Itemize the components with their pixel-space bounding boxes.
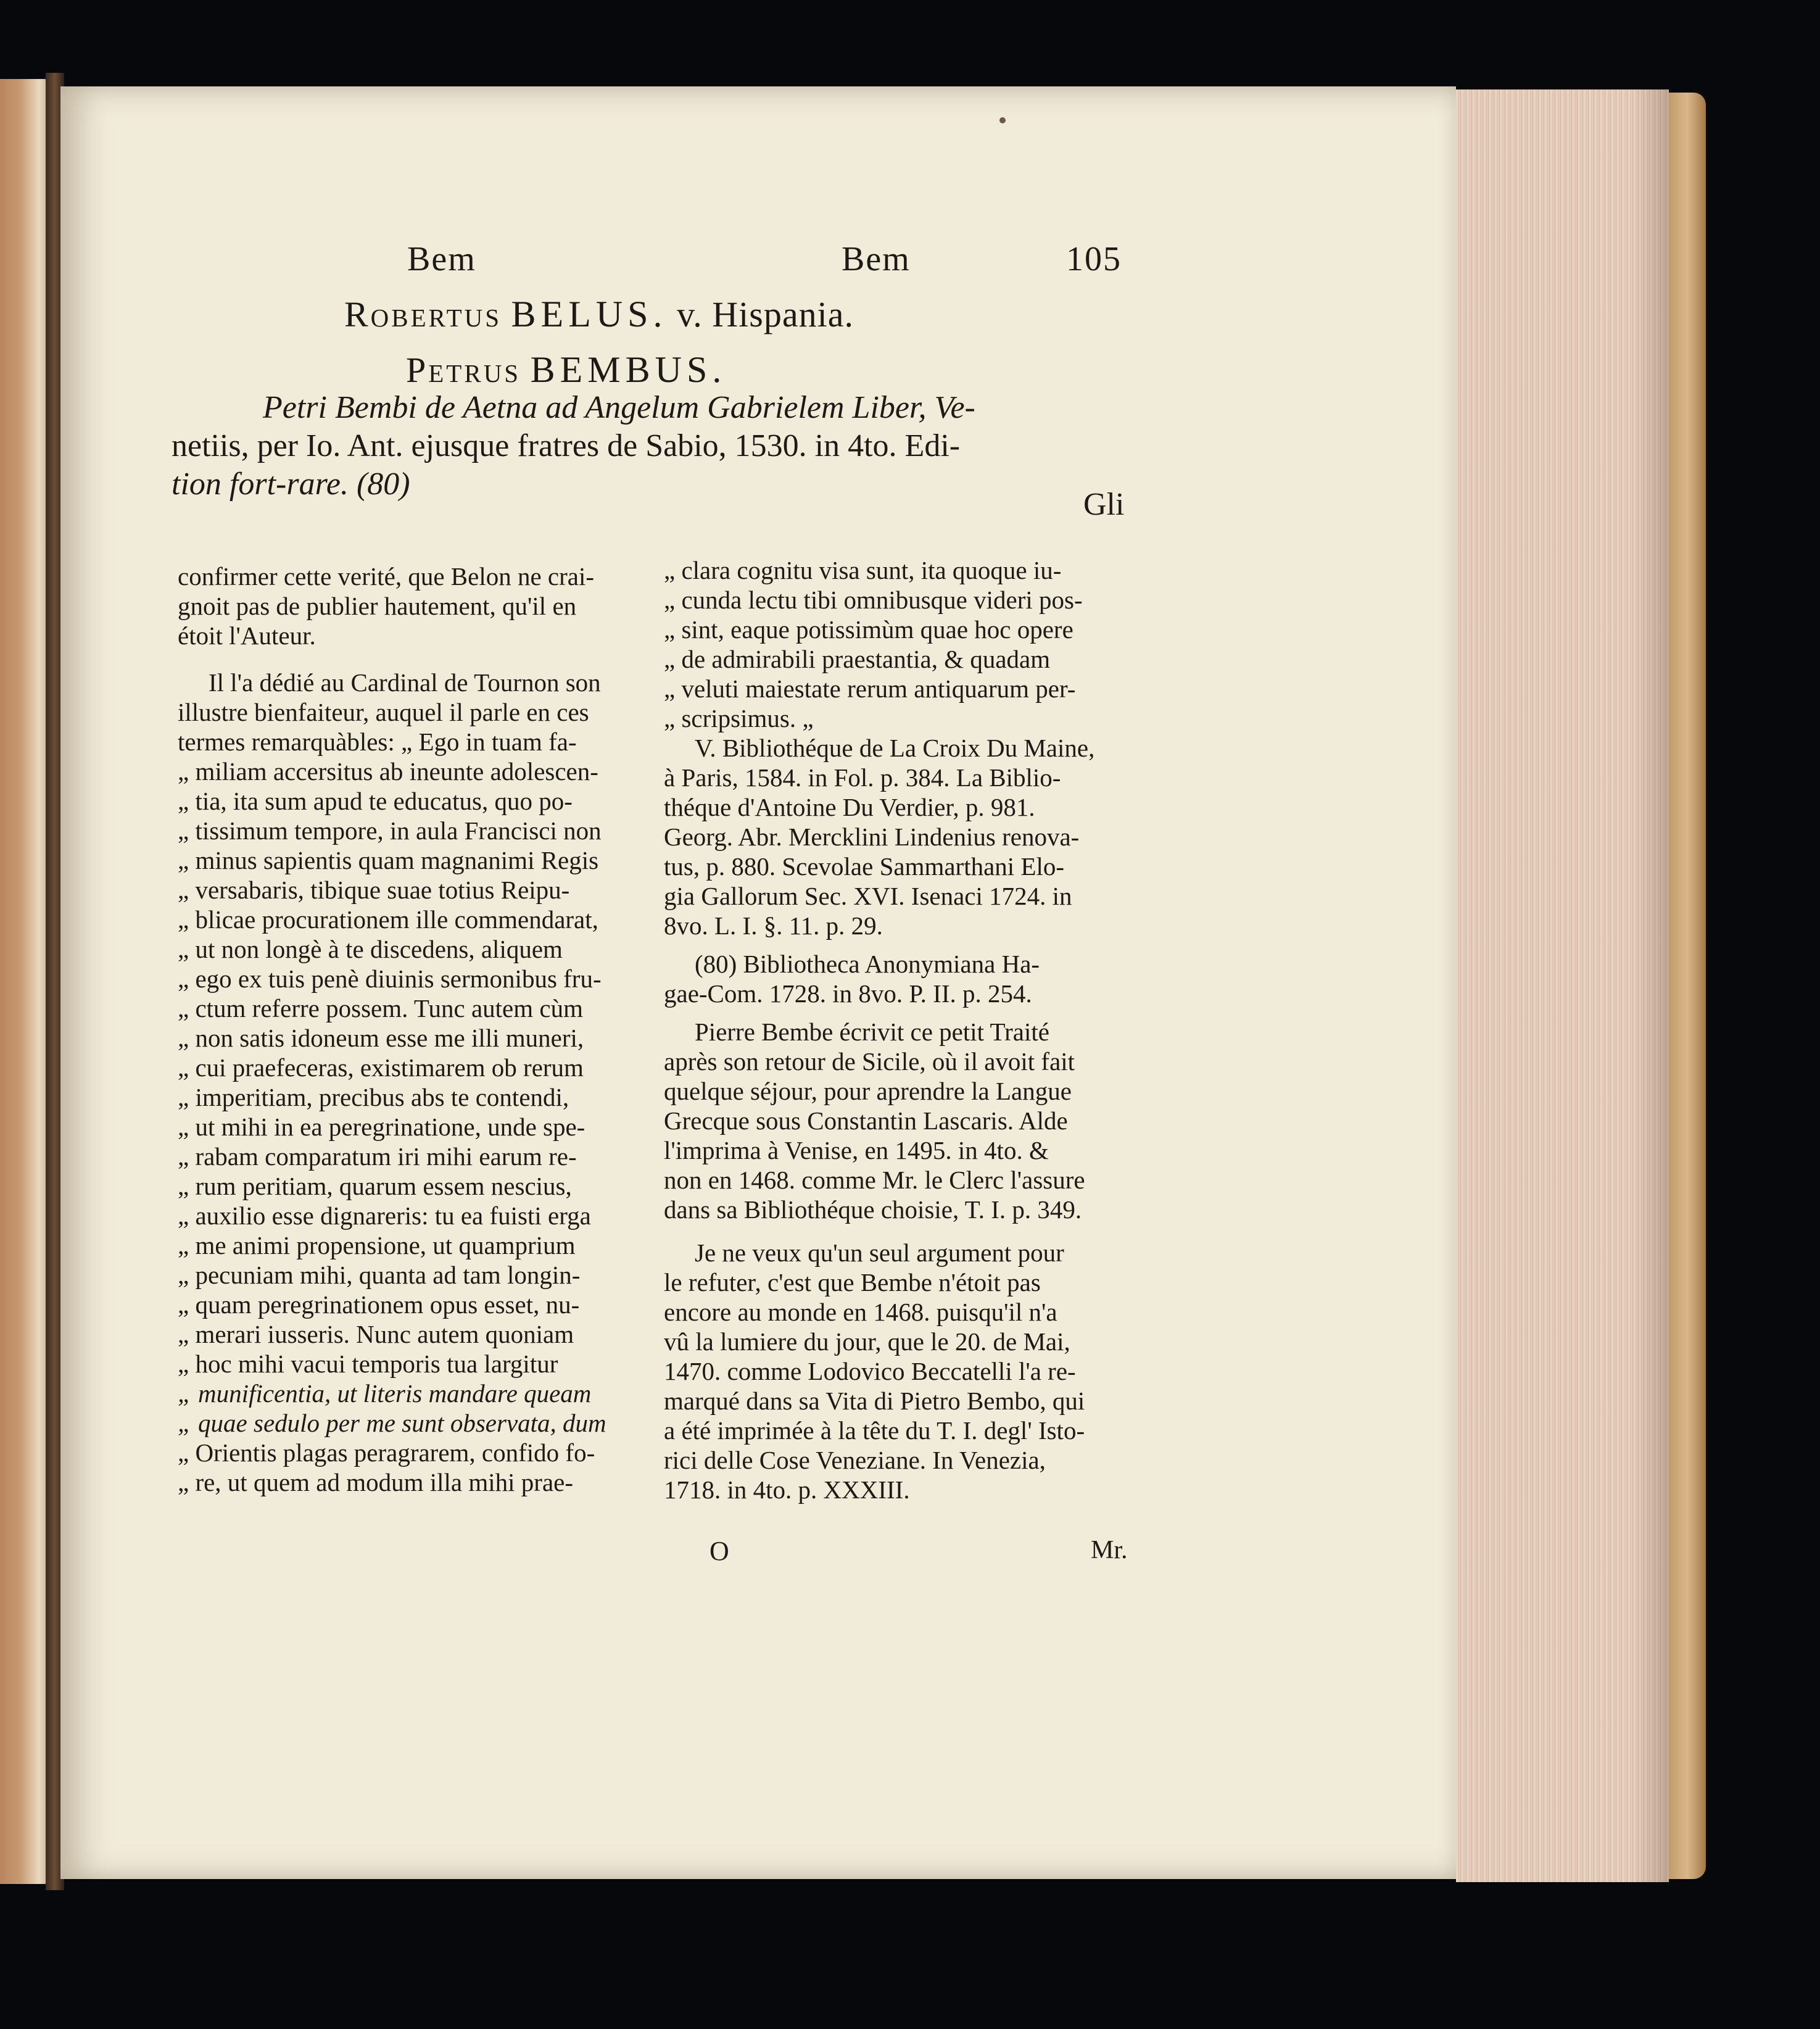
text-line: a été imprimée à la tête du T. I. degl' Isto-	[664, 1416, 1085, 1445]
text-line: illustre bienfaiteur, auquel il parle en ces	[178, 698, 589, 726]
title-forename-robertus: Robertus	[344, 294, 502, 334]
text-line: le refuter, c'est que Bembe n'étoit pas	[664, 1268, 1041, 1297]
entry-line: tion fort-rare. (80)	[172, 467, 410, 502]
text-line: „ ut mihi in ea peregrinatione, unde spe-	[178, 1113, 585, 1141]
text-line: quelque séjour, pour aprendre la Langue	[664, 1077, 1072, 1105]
text-line: 1718. in 4to. p. XXXIII.	[664, 1475, 910, 1504]
text-line: 8vo. L. I. §. 11. p. 29.	[664, 911, 883, 940]
text-line: „ Orientis plagas peragrarem, confido fo-	[178, 1438, 595, 1467]
text-line: termes remarquàbles: „ Ego in tuam fa-	[178, 728, 577, 756]
text-line: gia Gallorum Sec. XVI. Isenaci 1724. in	[664, 882, 1072, 910]
left-column	[178, 562, 622, 1497]
text-line: „ de admirabili praestantia, & quadam	[664, 645, 1051, 673]
page-block	[1456, 89, 1669, 1882]
text-line: „ blicae procurationem ille commendarat,	[178, 905, 598, 934]
text-line: „ clara cognitu visa sunt, ita quoque iu-	[664, 556, 1062, 584]
text-line: „ pecuniam mihi, quanta ad tam longin-	[178, 1261, 581, 1289]
text-line: „ ego ex tuis penè diuinis sermonibus fru-	[178, 965, 602, 993]
text-line: Je ne veux qu'un seul argument pour	[695, 1239, 1064, 1267]
title-surname-belus: BELUS.	[511, 294, 668, 334]
text-line: vû la lumiere du jour, que le 20. de Mai,	[664, 1327, 1070, 1356]
text-line: „ quae sedulo per me sunt observata, dum	[178, 1409, 606, 1437]
title-crossref: v. Hispania.	[677, 294, 854, 334]
title-surname-bembus: BEMBUS.	[530, 349, 727, 390]
text-line: tus, p. 880. Scevolae Sammarthani Elo-	[664, 852, 1065, 881]
text-line: „ tia, ita sum apud te educatus, quo po-	[178, 787, 573, 815]
text-line: „ imperitiam, precibus abs te contendi,	[178, 1083, 569, 1111]
text-line: 1470. comme Lodovico Beccatelli l'a re-	[664, 1357, 1076, 1385]
text-line: „ quam peregrinationem opus esset, nu-	[178, 1290, 580, 1319]
text-line: „ rum peritiam, quarum essem nescius,	[178, 1172, 572, 1200]
footnote-line: (80) Bibliotheca Anonymiana Ha-	[695, 950, 1040, 978]
text-line: théque d'Antoine Du Verdier, p. 981.	[664, 793, 1035, 821]
entry-line: Petri Bembi de Aetna ad Angelum Gabrielem Liber, Ve-	[263, 390, 975, 425]
text-line: „ sint, eaque potissimùm quae hoc opere	[664, 615, 1073, 644]
text-line: Il l'a dédié au Cardinal de Tournon son	[209, 668, 601, 697]
text-line: marqué dans sa Vita di Pietro Bembo, qui	[664, 1387, 1085, 1415]
text-line: „ ctum referre possem. Tunc autem cùm	[178, 994, 583, 1023]
text-line: confirmer cette verité, que Belon ne crai-	[178, 562, 595, 591]
text-line: „ cunda lectu tibi omnibusque videri pos-	[664, 586, 1083, 614]
running-head-left: Bem	[407, 240, 476, 278]
text-line: „ tissimum tempore, in aula Francisci non	[178, 816, 602, 845]
page-number: 105	[1066, 240, 1122, 278]
text-line: „ merari iusseris. Nunc autem quoniam	[178, 1320, 574, 1348]
title-line-belus	[344, 293, 854, 336]
text-line: gnoit pas de publier hautement, qu'il en	[178, 592, 577, 620]
text-line: Georg. Abr. Mercklini Lindenius renova-	[664, 823, 1080, 851]
entry-line: netiis, per Io. Ant. ejusque fratres de Sabio, 1530. in 4to. Edi-	[172, 428, 961, 463]
catchword-bottom: Mr.	[1091, 1536, 1128, 1564]
running-head-center: Bem	[842, 240, 911, 278]
text-line: „ re, ut quem ad modum illa mihi prae-	[178, 1468, 574, 1496]
text-line: „ munificentia, ut literis mandare queam	[178, 1379, 592, 1408]
text-line: „ minus sapientis quam magnanimi Regis	[178, 846, 599, 874]
text-line: non en 1468. comme Mr. le Clerc l'assure	[664, 1166, 1085, 1194]
text-line: „ miliam accersitus ab ineunte adolescen-	[178, 757, 598, 786]
entry-block	[172, 389, 1097, 504]
catchword-top: Gli	[1083, 487, 1125, 522]
text-line: „ auxilio esse dignareris: tu ea fuisti erga	[178, 1201, 591, 1230]
text-line: à Paris, 1584. in Fol. p. 384. La Biblio-	[664, 763, 1061, 792]
text-line: l'imprima à Venise, en 1495. in 4to. &	[664, 1136, 1049, 1164]
book-page	[60, 86, 1456, 1879]
text-line: dans sa Bibliothéque choisie, T. I. p. 349.	[664, 1195, 1082, 1224]
paper-speck	[999, 117, 1006, 123]
left-page-edge	[0, 79, 52, 1884]
text-line: „ versabaris, tibique suae totius Reipu-	[178, 876, 570, 904]
text-line: V. Bibliothéque de La Croix Du Maine,	[695, 734, 1095, 762]
text-line: „ non satis idoneum esse me illi muneri,	[178, 1024, 584, 1052]
title-line-bembus	[406, 349, 726, 391]
text-line: „ me animi propensione, ut quamprium	[178, 1231, 576, 1259]
text-line: Pierre Bembe écrivit ce petit Traité	[695, 1018, 1049, 1046]
title-forename-petrus: Petrus	[406, 350, 521, 390]
text-line: étoit l'Auteur.	[178, 621, 316, 650]
back-cover	[1669, 93, 1706, 1879]
page-block-shade	[1632, 89, 1669, 1882]
text-line: encore au monde en 1468. puisqu'il n'a	[664, 1298, 1057, 1326]
text-line: „ ut non longè à te discedens, aliquem	[178, 935, 563, 963]
footnote-line: gae-Com. 1728. in 8vo. P. II. p. 254.	[664, 979, 1032, 1008]
text-line: rici delle Cose Veneziane. In Venezia,	[664, 1446, 1046, 1474]
text-line: „ rabam comparatum iri mihi earum re-	[178, 1142, 577, 1171]
signature-mark: O	[709, 1536, 729, 1566]
text-line: après son retour de Sicile, où il avoit fait	[664, 1047, 1075, 1076]
text-line: „ hoc mihi vacui temporis tua largitur	[178, 1350, 558, 1378]
text-line: „ scripsimus. „	[664, 704, 814, 732]
text-line: „ cui praefeceras, existimarem ob rerum	[178, 1053, 584, 1082]
right-column	[664, 555, 1120, 1504]
text-line: Grecque sous Constantin Lascaris. Alde	[664, 1106, 1068, 1135]
text-line: „ veluti maiestate rerum antiquarum per-	[664, 674, 1076, 703]
